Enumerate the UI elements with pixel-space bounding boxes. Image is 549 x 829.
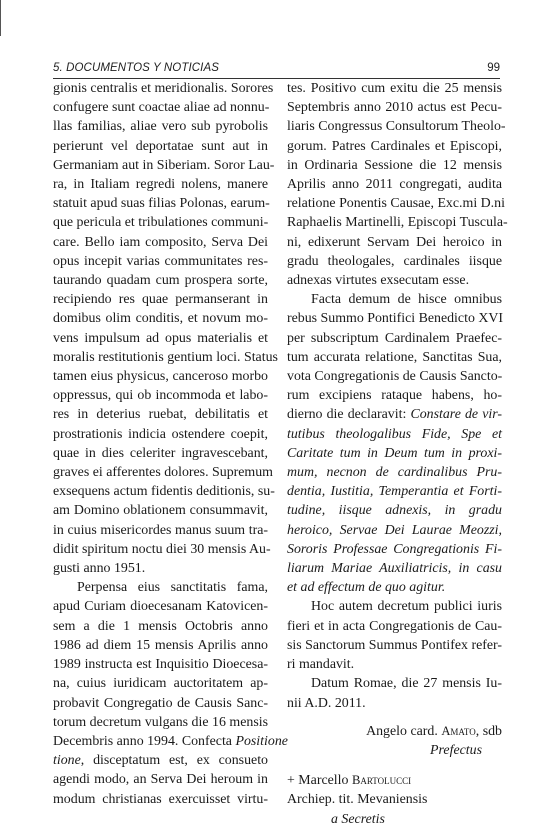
- signature-secretary: [287, 771, 502, 790]
- text-line: [53, 732, 288, 751]
- text-line: Datum Romae, die 27 mensis Iu-: [311, 676, 502, 692]
- text-line: modum christianas exercuisset virtu-: [53, 791, 268, 807]
- text-line: recipiendo res quae permanserant in: [53, 292, 268, 308]
- text-line: Hoc autem decretum publici iuris: [311, 599, 502, 615]
- italic-text-line: mum, necnon de cardinalibus Pru-: [287, 465, 502, 481]
- text-line: llas familias, aliae vero sub pyrobolis: [53, 119, 268, 135]
- text-line: ra, in Italiam regredi nolens, manere: [53, 177, 268, 193]
- italic-text-line: heroico, Servae Dei Laurae Meozzi,: [287, 522, 502, 538]
- text-line: fieri et in acta Congregationis de Cau-: [287, 618, 502, 634]
- running-head: [53, 62, 500, 74]
- text-line: adnexas virtutes exsecutam esse.: [287, 273, 470, 289]
- text-line: rebus Summo Pontifici Benedicto XVI: [287, 311, 504, 327]
- text-line: Raphaelis Martinelli, Episcopi Tuscula-: [287, 215, 508, 231]
- text-line: prostrationis indicia ostendere coepit,: [53, 426, 268, 442]
- text-line: que pericula et tribulationes communi-: [53, 215, 269, 231]
- text-line: torum decretum vulgans die 16 mensis: [53, 714, 268, 730]
- text-line: in Ordinaria Sessione die 12 mensis: [287, 157, 502, 173]
- text-line: per subscriptum Cardinalem Praefec-: [287, 330, 502, 346]
- italic-text-line: tutibus theologalibus Fide, Spe et: [287, 426, 502, 442]
- italic-text-line: et ad effectum de quo agitur.: [287, 580, 446, 596]
- text-line: moralis restitutionis gentium loci. Status: [53, 349, 278, 365]
- text-line: Germaniam aut in Siberiam. Soror Lau-: [53, 157, 275, 173]
- italic-text-line: Sororis Professae Congregationis Fi-: [287, 541, 502, 557]
- text-line: in cuius misericordes manus suum tra-: [53, 522, 268, 538]
- text-line: domibus olim conditis, et novum mo-: [53, 311, 268, 327]
- text-line: exsequens actum fidentis deditionis, su-: [53, 484, 275, 500]
- text-line: [53, 751, 268, 770]
- text-line: perierunt vel deportatae sunt aut in: [53, 138, 268, 154]
- italic-text-line: Caritate tum in Deum tum in proxi-: [287, 445, 502, 461]
- text-line: res in deterius ruebat, debilitatis et: [53, 407, 268, 423]
- text-line: sis Sanctorum Summus Pontifex refer-: [287, 637, 502, 653]
- text-line: gorum. Patres Cardinales et Episcopi,: [287, 138, 502, 154]
- text-line: vens impulsum ad opus materialis et: [53, 330, 268, 346]
- text-line: relatione Ponentis Causae, Exc.mi D.ni: [287, 196, 505, 212]
- text-line: apud Curiam dioecesanam Katovicen-: [53, 599, 268, 615]
- text-line: gradu theologales, cardinales iisque: [287, 253, 502, 269]
- text-line: oppressus, qui ob incommoda et labo-: [53, 388, 268, 404]
- italic-text-line: liarum Mariae Auxiliatricis, in casu: [287, 561, 502, 577]
- text-line: gionis centralis et meridionalis. Sorores: [53, 81, 274, 96]
- page-edge-mark: [0, 0, 1, 36]
- text-line: opus incepit varias communitates res-: [53, 253, 268, 269]
- signature-name: + Marcello: [287, 773, 349, 789]
- text-line: gusti anno 1951.: [53, 561, 146, 577]
- text-line: probavit Congregatio de Causis Sanc-: [53, 695, 268, 711]
- text-fragment: dierno die declaravit:: [287, 407, 407, 423]
- text-line: care. Bello iam composito, Serva Dei: [53, 234, 268, 250]
- text-line: quae in dies celeriter ingravescebant,: [53, 445, 268, 461]
- signature-surname: Amato: [441, 723, 476, 738]
- text-line: am Domino oblationem consummavit,: [53, 503, 268, 519]
- text-line: nii A.D. 2011.: [287, 695, 366, 711]
- text-fragment: , disceptatum est, ex consueto: [80, 753, 268, 769]
- text-fragment: Decembris anno 1994. Confecta: [53, 733, 232, 749]
- text-line: agendi modo, an Serva Dei heroum in: [53, 772, 268, 788]
- signature-title: Prefectus: [430, 742, 482, 758]
- italic-text-line: dentia, Iustitia, Temperantia et Forti-: [287, 484, 502, 500]
- text-line: tamen eius physicus, canceroso morbo: [53, 369, 268, 385]
- text-line: na, cuius iuridicam auctoritatem ap-: [53, 676, 268, 692]
- text-line: Aprilis anno 2011 congregati, audita: [287, 177, 502, 193]
- text-line: taurando quadam cum prospera sorte,: [53, 273, 268, 289]
- signature-title: a Secretis: [331, 811, 385, 827]
- italic-term: Positione: [235, 733, 288, 749]
- text-line: tes. Positivo cum exitu die 25 mensis: [287, 81, 502, 96]
- italic-text-line: tudine, iisque adnexis, in gradu: [287, 503, 502, 519]
- text-line: didit spiritum noctu diei 30 mensis Au-: [53, 541, 271, 557]
- signature-office: Archiep. tit. Mevaniensis: [287, 792, 428, 808]
- italic-term: tione: [53, 753, 81, 769]
- right-column: [287, 79, 508, 829]
- section-title: 5. DOCUMENTOS Y NOTICIAS: [53, 62, 219, 74]
- signature-cardinal: [287, 722, 502, 741]
- signature-suffix: , sdb: [475, 723, 502, 739]
- text-line: vota Congregationis de Causis Sancto-: [287, 369, 503, 385]
- text-line: 1989 instructa est Inquisitio Dioecesa-: [53, 657, 268, 673]
- text-line: liaris Congressus Consultorum Theolo-: [287, 119, 506, 135]
- text-line: graves ei afferentes dolores. Supremum: [53, 465, 273, 481]
- text-line: statuit apud suas filias Polonas, earum-: [53, 196, 270, 212]
- signature-name: Angelo card.: [366, 723, 438, 739]
- text-line: confugere sunt coactae aliae ad nonnu-: [53, 100, 270, 116]
- left-column: [53, 79, 288, 809]
- text-line: [287, 405, 502, 424]
- text-line: rum excipiens rataque habens, ho-: [287, 388, 502, 404]
- text-line: ni, edixerunt Servam Dei heroico in: [287, 234, 502, 250]
- text-line: sem a die 1 mensis Octobris anno: [53, 618, 268, 634]
- text-line: 1986 ad diem 15 mensis Aprilis anno: [53, 637, 268, 653]
- page-number: 99: [487, 62, 500, 74]
- text-line: tum accurata relatione, Sanctitas Sua,: [287, 349, 502, 365]
- text-line: Septembris anno 2010 actus est Pecu-: [287, 100, 502, 116]
- italic-term: Constare de vir-: [410, 407, 502, 423]
- text-line: ri mandavit.: [287, 657, 355, 673]
- signature-surname: Bartolucci: [351, 773, 412, 788]
- text-line: Facta demum de hisce omnibus: [311, 292, 502, 308]
- text-line: Perpensa eius sanctitatis fama,: [77, 580, 268, 596]
